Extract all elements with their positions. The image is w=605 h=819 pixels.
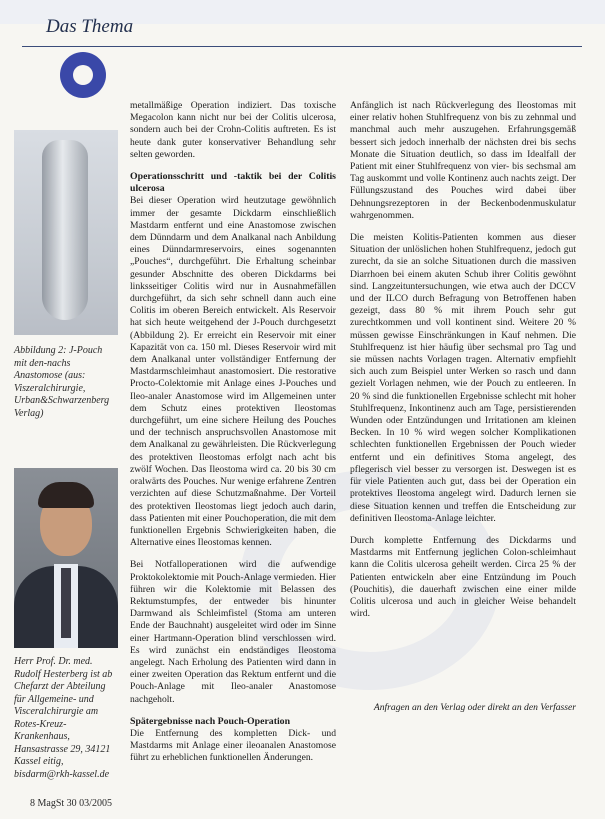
article-column-right bbox=[350, 100, 576, 630]
figure-caption: Abbildung 2: J-Pouch mit den-nachs Anastomose (aus: Viszeralchirurgie, Urban&Schwarzenberg Verlag) bbox=[14, 345, 110, 419]
paragraph: Anfänglich ist nach Rückverlegung des Ileostomas mit einer relativ hohen Stuhlfrequenz von bis zu zehnmal und manchmal auch mehr auszugehen. Erfahrungsgemäß bessert sich jedoch innerhalb der nächsten drei bis sechs Monate die Situation deutlich, so dass im Idealfall der Patient mit einer Stuhlfrequenz von vier- bis sechsmal am Tag auskommt und volle Kontinenz auch nachts zeigt. Der Füllungszustand des Pouches wird dabei über Dehnungsrezeptoren in der Beckenbodenmuskulatur wahrgenommen. bbox=[350, 100, 576, 221]
paragraph: Die meisten Kolitis-Patienten kommen aus dieser Situation der unlöslichen hohen Stuhlfrequenz, jedoch gut zurecht, da sie an solche Situationen durch die massiven Diarrhoen bei einem akuten Schub ihrer Colitis gewöhnt sind. Langzeituntersuchungen, wie etwa auch der DCCV und der ILCO durch Befragung von Betroffenen haben gezeigt, dass 80 % mit ihrem Pouch sehr gut zurechtkommen und voll kontinent sind. Weitere 20 % müssen gewisse Einschränkungen in Kauf nehmen. Die Stuhlfrequenz ist hier häufig über sechsmal pro Tag und sie müssen nachts Vorlagen tragen. Alternativ empfiehlt sich auch zum Beispiel unter Werken so rasch und dann gezielt Vorlagen nehmen, wie der Pouch zu entleeren. In 20 % sind die funktionellen Ergebnisse schlecht mit hoher Stuhlfrequenz, Inkontinenz auch am Tage, persistierenden Wunden oder Entzündungen und Irritationen am kleinen Becken. In 10 % wird wegen solcher Komplikationen schlechten funktionellen Ergebnissen der Pouch wieder entfernt und ein definitives Stoma angelegt, des pflegerisch viel besser zu versorgen ist. Deswegen ist es für viele Patienten auch gut, dass bei der Operation ein protektives Ileostoma angelegt wird. Dadurch lernen sie diese Situation kennen und treffen die Entscheidung zur definitiven Ileostoma-Anlage leichter. bbox=[350, 232, 576, 524]
author-portrait bbox=[14, 468, 118, 648]
article-column-middle bbox=[130, 100, 336, 775]
j-pouch-illustration bbox=[14, 130, 118, 335]
closing-note: Anfragen an den Verlag oder direkt an den Verfasser bbox=[373, 702, 576, 713]
magazine-logo-icon bbox=[60, 52, 106, 98]
paragraph: Die Entfernung des kompletten Dick- und Mastdarms mit Anlage einer ileoanalen Anastomose führt zu erheblichen funktionellen Änderungen. bbox=[130, 727, 336, 764]
section-heading: Spätergebnisse nach Pouch-Operation bbox=[130, 715, 291, 727]
paragraph: Bei dieser Operation wird heutzutage gewöhnlich immer der gesamte Dickdarm einschließlich Mastdarm entfernt und eine Anastomose zwischen dem Dünndarm und dem Analkanal nach Anbildung eines Dünndarmreservoirs, eines sogenannten „Pouches“, durchgeführt. Die Erhaltung scheinbar gesunder Abschnitte des oberen Dickdarms bei linksseitiger Colitis wird nur in Ausnahmefällen durchgeführt, da sich sehr schnell dann auch eine Colitis im oberen Bereich entwickelt. Als Reservoir hat sich heute weitgehend der J-Pouch durchgesetzt (Abbildung 2). Er erreicht ein Reservoir mit einer Kapazität von ca. 150 ml. Dieses Reservoir wird mit dem Analkanal unter vollständiger Entfernung der Mastdarmschleimhaut anastomosiert. Die restorative Procto-Colektomie mit Anlage eines J-Pouches und Ileo-analer Anastomose wird im Allgemeinen unter dem Schutz eines protektiven Ileostomas durchgeführt, um eine sichere Heilung des Pouches und der technisch anspruchsvollen Anastomose mit dem Analkanal zu gewährleisten. Die Rückverlegung des protektiven Ileostomas erfolgt nach acht bis zwölf Wochen. Das Ileostoma wird ca. 20 bis 30 cm oralwärts des Pouches. Nur wenige erfahrene Zentren verzichten auf diese Schutzmaßnahme. Der Vorteil des protektiven Ileostomas liegt jedoch auch darin, dass Patienten mit einer Pouchoperation, die mit dem funktionellen Ergebnis Schwierigkeiten haben, die Alternative eines Ileostomas kennen. bbox=[130, 195, 336, 549]
portrait-hair bbox=[38, 482, 94, 508]
section-heading: Operationsschritt und -taktik bei der Colitis ulcerosa bbox=[130, 171, 336, 195]
portrait-tie bbox=[61, 568, 71, 638]
section-title: Das Thema bbox=[46, 16, 134, 37]
author-caption: Herr Prof. Dr. med. Rudolf Hesterberg ist ab Chefarzt der Abteilung für Allgemeine- und Visceralchirurgie am Rotes-Kreuz-Krankenhaus, Hansastrasse 29, 34121 Kassel eitig, bisdarm@rkh-kassel.de bbox=[14, 656, 113, 780]
paragraph: metallmäßige Operation indiziert. Das toxische Megacolon kann nicht nur bei der Colitis ulcerosa, sondern auch bei der Crohn-Colitis auftreten. Es ist heute dank guter konservativer Behandlung sehr selten geworden. bbox=[130, 100, 336, 160]
paragraph: Durch komplette Entfernung des Dickdarms und Mastdarms mit Entfernung jeglichen Colon-schleimhaut kann die Colitis ulcerosa geheilt werden. Circa 25 % der Patienten entwickeln aber eine Entzündung im Pouch (Pouchitis), die dauerhaft zwischen eine einer milde Colitis ulcerosa und auch in gleicher Weise behandelt wird. bbox=[350, 534, 576, 620]
paragraph: Bei Notfalloperationen wird die aufwendige Proktokolektomie mit Pouch-Anlage vermieden. Hier führen wir die Kolektomie mit Belassen des Rektumstumpfes, der entweder bis hinunter Darmwand als Schleimfistel (Stoma am unteren Ende der Bauchnaht) ausgeleitet wird oder im Sinne einer Hartmann-Operation blind verschlossen wird. Es wird zunächst ein endständiges Ileostoma angelegt. Nach Erholung des Patienten wird dann in einer zweiten Operation das Rektum entfernt und die Pouch-Anlage mit Ileo-analer Anastomose nachgeholt. bbox=[130, 559, 336, 705]
page-footer: 8 MagSt 30 03/2005 bbox=[30, 798, 112, 809]
header-divider bbox=[22, 46, 582, 47]
